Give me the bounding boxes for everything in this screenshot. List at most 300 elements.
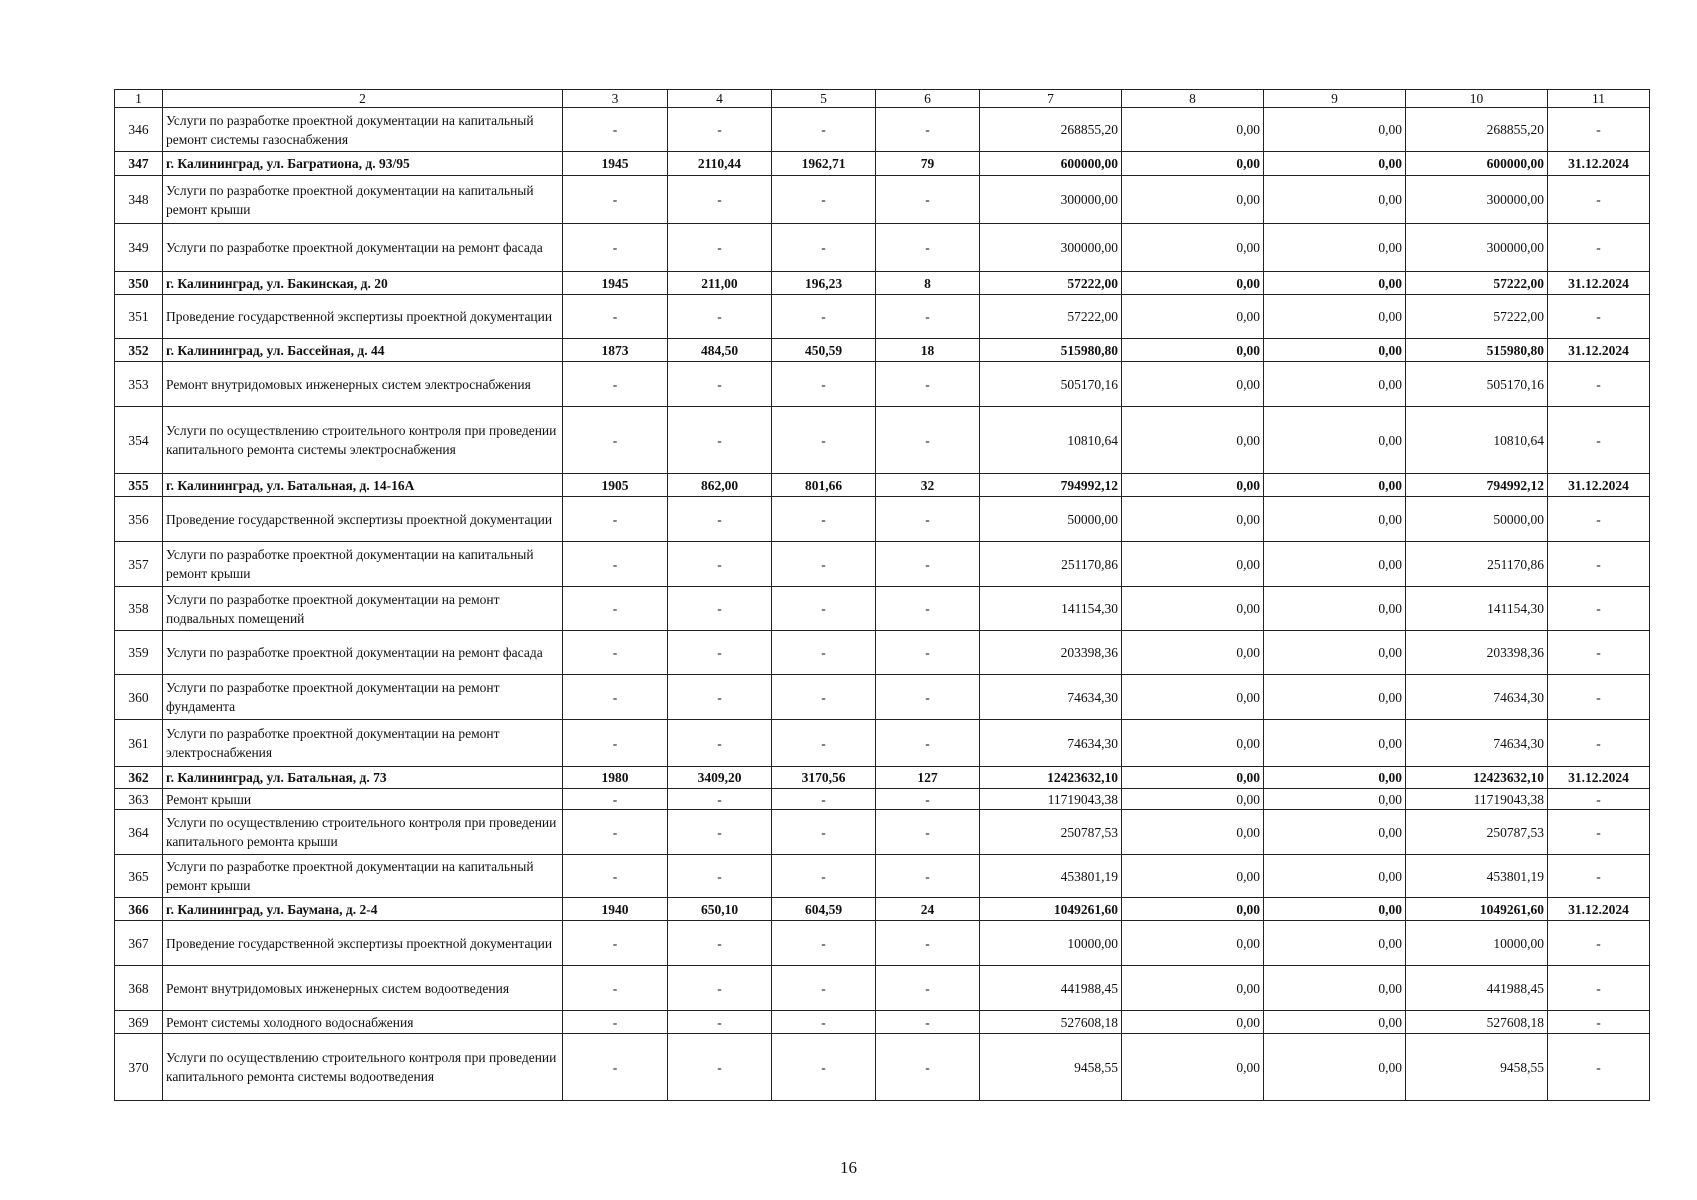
program-table: [114, 89, 1650, 1101]
col8-cell: 0,00: [1122, 339, 1264, 362]
col9-cell: 0,00: [1264, 966, 1406, 1011]
col9-cell: 0,00: [1264, 767, 1406, 789]
column-number: 3: [563, 90, 668, 108]
item-name: Услуги по осуществлению строительного контроля при проведении капитального ремонта крыши: [163, 810, 563, 855]
year-cell: -: [563, 108, 668, 152]
col4-cell: -: [668, 675, 772, 720]
column-number: 4: [668, 90, 772, 108]
col8-cell: 0,00: [1122, 587, 1264, 631]
column-number: 6: [876, 90, 980, 108]
row-number: 365: [115, 855, 163, 898]
year-cell: -: [563, 675, 668, 720]
col9-cell: 0,00: [1264, 295, 1406, 339]
col4-cell: -: [668, 1011, 772, 1034]
work-row: [115, 108, 1650, 152]
deadline-cell: -: [1548, 362, 1650, 407]
deadline-cell: -: [1548, 720, 1650, 767]
col9-cell: 0,00: [1264, 474, 1406, 497]
col8-cell: 0,00: [1122, 810, 1264, 855]
column-number: 8: [1122, 90, 1264, 108]
col8-cell: 0,00: [1122, 631, 1264, 675]
column-number: 2: [163, 90, 563, 108]
col4-cell: -: [668, 631, 772, 675]
item-name: Услуги по разработке проектной документации на капитальный ремонт системы газоснабжения: [163, 108, 563, 152]
address-row: [115, 474, 1650, 497]
fund-cell: 527608,18: [1406, 1011, 1548, 1034]
total-cost-cell: 1049261,60: [980, 898, 1122, 921]
row-number: 355: [115, 474, 163, 497]
deadline-cell: 31.12.2024: [1548, 767, 1650, 789]
total-cost-cell: 505170,16: [980, 362, 1122, 407]
work-row: [115, 966, 1650, 1011]
col4-cell: -: [668, 542, 772, 587]
column-number-row: [115, 90, 1650, 108]
col6-cell: -: [876, 295, 980, 339]
col5-cell: -: [772, 1011, 876, 1034]
row-number: 370: [115, 1034, 163, 1101]
work-row: [115, 789, 1650, 810]
item-name: г. Калининград, ул. Баумана, д. 2-4: [163, 898, 563, 921]
col5-cell: -: [772, 631, 876, 675]
item-name: Услуги по осуществлению строительного контроля при проведении капитального ремонта системы водоотведения: [163, 1034, 563, 1101]
total-cost-cell: 300000,00: [980, 224, 1122, 272]
col9-cell: 0,00: [1264, 810, 1406, 855]
col9-cell: 0,00: [1264, 152, 1406, 176]
total-cost-cell: 57222,00: [980, 272, 1122, 295]
work-row: [115, 587, 1650, 631]
year-cell: -: [563, 224, 668, 272]
col9-cell: 0,00: [1264, 339, 1406, 362]
row-number: 349: [115, 224, 163, 272]
col4-cell: 2110,44: [668, 152, 772, 176]
fund-cell: 74634,30: [1406, 720, 1548, 767]
col6-cell: -: [876, 542, 980, 587]
year-cell: 1905: [563, 474, 668, 497]
total-cost-cell: 527608,18: [980, 1011, 1122, 1034]
total-cost-cell: 300000,00: [980, 176, 1122, 224]
col9-cell: 0,00: [1264, 789, 1406, 810]
col4-cell: -: [668, 810, 772, 855]
col4-cell: 211,00: [668, 272, 772, 295]
col6-cell: -: [876, 362, 980, 407]
col5-cell: 604,59: [772, 898, 876, 921]
column-number: 11: [1548, 90, 1650, 108]
row-number: 356: [115, 497, 163, 542]
col5-cell: -: [772, 362, 876, 407]
col4-cell: -: [668, 176, 772, 224]
year-cell: -: [563, 1034, 668, 1101]
col8-cell: 0,00: [1122, 1011, 1264, 1034]
year-cell: -: [563, 921, 668, 966]
year-cell: -: [563, 176, 668, 224]
work-row: [115, 810, 1650, 855]
row-number: 368: [115, 966, 163, 1011]
fund-cell: 50000,00: [1406, 497, 1548, 542]
col4-cell: -: [668, 966, 772, 1011]
fund-cell: 300000,00: [1406, 224, 1548, 272]
row-number: 348: [115, 176, 163, 224]
col5-cell: -: [772, 587, 876, 631]
year-cell: -: [563, 407, 668, 474]
col8-cell: 0,00: [1122, 921, 1264, 966]
col8-cell: 0,00: [1122, 474, 1264, 497]
total-cost-cell: 794992,12: [980, 474, 1122, 497]
col4-cell: 650,10: [668, 898, 772, 921]
item-name: Услуги по разработке проектной документации на ремонт подвальных помещений: [163, 587, 563, 631]
work-row: [115, 675, 1650, 720]
work-row: [115, 542, 1650, 587]
col9-cell: 0,00: [1264, 1011, 1406, 1034]
col6-cell: -: [876, 720, 980, 767]
col6-cell: -: [876, 675, 980, 720]
fund-cell: 10810,64: [1406, 407, 1548, 474]
col8-cell: 0,00: [1122, 898, 1264, 921]
address-row: [115, 898, 1650, 921]
row-number: 354: [115, 407, 163, 474]
total-cost-cell: 250787,53: [980, 810, 1122, 855]
item-name: Ремонт крыши: [163, 789, 563, 810]
col4-cell: -: [668, 587, 772, 631]
year-cell: 1980: [563, 767, 668, 789]
deadline-cell: -: [1548, 921, 1650, 966]
col5-cell: 801,66: [772, 474, 876, 497]
col6-cell: 18: [876, 339, 980, 362]
col9-cell: 0,00: [1264, 587, 1406, 631]
deadline-cell: -: [1548, 1011, 1650, 1034]
col8-cell: 0,00: [1122, 966, 1264, 1011]
col9-cell: 0,00: [1264, 497, 1406, 542]
col6-cell: -: [876, 631, 980, 675]
fund-cell: 250787,53: [1406, 810, 1548, 855]
year-cell: -: [563, 720, 668, 767]
year-cell: 1940: [563, 898, 668, 921]
total-cost-cell: 251170,86: [980, 542, 1122, 587]
total-cost-cell: 11719043,38: [980, 789, 1122, 810]
total-cost-cell: 203398,36: [980, 631, 1122, 675]
item-name: Услуги по разработке проектной документации на капитальный ремонт крыши: [163, 542, 563, 587]
fund-cell: 505170,16: [1406, 362, 1548, 407]
col9-cell: 0,00: [1264, 921, 1406, 966]
col6-cell: -: [876, 497, 980, 542]
item-name: Услуги по разработке проектной документации на ремонт фундамента: [163, 675, 563, 720]
year-cell: -: [563, 587, 668, 631]
col4-cell: 3409,20: [668, 767, 772, 789]
item-name: Проведение государственной экспертизы проектной документации: [163, 921, 563, 966]
year-cell: 1873: [563, 339, 668, 362]
total-cost-cell: 515980,80: [980, 339, 1122, 362]
fund-cell: 268855,20: [1406, 108, 1548, 152]
fund-cell: 11719043,38: [1406, 789, 1548, 810]
row-number: 369: [115, 1011, 163, 1034]
year-cell: -: [563, 966, 668, 1011]
col6-cell: 127: [876, 767, 980, 789]
col5-cell: -: [772, 407, 876, 474]
col6-cell: -: [876, 587, 980, 631]
total-cost-cell: 441988,45: [980, 966, 1122, 1011]
col5-cell: -: [772, 675, 876, 720]
col6-cell: -: [876, 224, 980, 272]
work-row: [115, 855, 1650, 898]
col6-cell: -: [876, 1011, 980, 1034]
deadline-cell: -: [1548, 224, 1650, 272]
fund-cell: 9458,55: [1406, 1034, 1548, 1101]
row-number: 352: [115, 339, 163, 362]
item-name: Ремонт системы холодного водоснабжения: [163, 1011, 563, 1034]
column-number: 1: [115, 90, 163, 108]
col5-cell: -: [772, 542, 876, 587]
fund-cell: 251170,86: [1406, 542, 1548, 587]
col6-cell: 32: [876, 474, 980, 497]
col8-cell: 0,00: [1122, 176, 1264, 224]
col8-cell: 0,00: [1122, 855, 1264, 898]
col5-cell: -: [772, 720, 876, 767]
item-name: Ремонт внутридомовых инженерных систем электроснабжения: [163, 362, 563, 407]
col6-cell: -: [876, 108, 980, 152]
row-number: 360: [115, 675, 163, 720]
col8-cell: 0,00: [1122, 767, 1264, 789]
work-row: [115, 1011, 1650, 1034]
col8-cell: 0,00: [1122, 1034, 1264, 1101]
col8-cell: 0,00: [1122, 224, 1264, 272]
col6-cell: -: [876, 789, 980, 810]
fund-cell: 515980,80: [1406, 339, 1548, 362]
year-cell: -: [563, 362, 668, 407]
year-cell: -: [563, 295, 668, 339]
col6-cell: -: [876, 921, 980, 966]
deadline-cell: 31.12.2024: [1548, 152, 1650, 176]
col6-cell: -: [876, 176, 980, 224]
col5-cell: -: [772, 176, 876, 224]
col5-cell: -: [772, 966, 876, 1011]
work-row: [115, 497, 1650, 542]
col6-cell: -: [876, 407, 980, 474]
col9-cell: 0,00: [1264, 542, 1406, 587]
deadline-cell: -: [1548, 966, 1650, 1011]
item-name: г. Калининград, ул. Багратиона, д. 93/95: [163, 152, 563, 176]
column-number: 5: [772, 90, 876, 108]
fund-cell: 57222,00: [1406, 272, 1548, 295]
col4-cell: 484,50: [668, 339, 772, 362]
col4-cell: -: [668, 362, 772, 407]
row-number: 353: [115, 362, 163, 407]
col8-cell: 0,00: [1122, 272, 1264, 295]
col5-cell: -: [772, 810, 876, 855]
deadline-cell: 31.12.2024: [1548, 474, 1650, 497]
col5-cell: -: [772, 921, 876, 966]
col9-cell: 0,00: [1264, 407, 1406, 474]
address-row: [115, 152, 1650, 176]
year-cell: 1945: [563, 272, 668, 295]
col9-cell: 0,00: [1264, 631, 1406, 675]
item-name: Услуги по разработке проектной документации на ремонт фасада: [163, 631, 563, 675]
total-cost-cell: 74634,30: [980, 675, 1122, 720]
column-number: 9: [1264, 90, 1406, 108]
row-number: 364: [115, 810, 163, 855]
col4-cell: 862,00: [668, 474, 772, 497]
deadline-cell: 31.12.2024: [1548, 339, 1650, 362]
col8-cell: 0,00: [1122, 362, 1264, 407]
item-name: г. Калининград, ул. Бакинская, д. 20: [163, 272, 563, 295]
fund-cell: 300000,00: [1406, 176, 1548, 224]
col9-cell: 0,00: [1264, 1034, 1406, 1101]
item-name: Услуги по разработке проектной документации на ремонт фасада: [163, 224, 563, 272]
col5-cell: 196,23: [772, 272, 876, 295]
deadline-cell: -: [1548, 631, 1650, 675]
row-number: 363: [115, 789, 163, 810]
year-cell: -: [563, 1011, 668, 1034]
work-row: [115, 295, 1650, 339]
col5-cell: 1962,71: [772, 152, 876, 176]
table-body: [115, 90, 1650, 1101]
fund-cell: 57222,00: [1406, 295, 1548, 339]
col9-cell: 0,00: [1264, 108, 1406, 152]
row-number: 357: [115, 542, 163, 587]
address-row: [115, 767, 1650, 789]
col5-cell: 3170,56: [772, 767, 876, 789]
row-number: 351: [115, 295, 163, 339]
work-row: [115, 224, 1650, 272]
row-number: 358: [115, 587, 163, 631]
item-name: г. Калининград, ул. Батальная, д. 14-16А: [163, 474, 563, 497]
col6-cell: 24: [876, 898, 980, 921]
column-number: 7: [980, 90, 1122, 108]
item-name: г. Калининград, ул. Бассейная, д. 44: [163, 339, 563, 362]
col8-cell: 0,00: [1122, 152, 1264, 176]
col8-cell: 0,00: [1122, 407, 1264, 474]
work-row: [115, 176, 1650, 224]
col4-cell: -: [668, 497, 772, 542]
col5-cell: -: [772, 789, 876, 810]
deadline-cell: -: [1548, 675, 1650, 720]
col9-cell: 0,00: [1264, 675, 1406, 720]
col6-cell: 8: [876, 272, 980, 295]
col9-cell: 0,00: [1264, 362, 1406, 407]
row-number: 367: [115, 921, 163, 966]
deadline-cell: -: [1548, 587, 1650, 631]
col4-cell: -: [668, 407, 772, 474]
address-row: [115, 339, 1650, 362]
col6-cell: -: [876, 810, 980, 855]
row-number: 362: [115, 767, 163, 789]
fund-cell: 141154,30: [1406, 587, 1548, 631]
work-row: [115, 362, 1650, 407]
total-cost-cell: 141154,30: [980, 587, 1122, 631]
work-row: [115, 1034, 1650, 1101]
col5-cell: -: [772, 497, 876, 542]
fund-cell: 600000,00: [1406, 152, 1548, 176]
item-name: Услуги по разработке проектной документации на капитальный ремонт крыши: [163, 176, 563, 224]
fund-cell: 794992,12: [1406, 474, 1548, 497]
col6-cell: -: [876, 966, 980, 1011]
row-number: 359: [115, 631, 163, 675]
col9-cell: 0,00: [1264, 224, 1406, 272]
fund-cell: 203398,36: [1406, 631, 1548, 675]
col9-cell: 0,00: [1264, 720, 1406, 767]
col5-cell: -: [772, 1034, 876, 1101]
deadline-cell: -: [1548, 176, 1650, 224]
deadline-cell: -: [1548, 810, 1650, 855]
col9-cell: 0,00: [1264, 272, 1406, 295]
fund-cell: 1049261,60: [1406, 898, 1548, 921]
col6-cell: -: [876, 855, 980, 898]
fund-cell: 10000,00: [1406, 921, 1548, 966]
col5-cell: -: [772, 295, 876, 339]
year-cell: -: [563, 810, 668, 855]
work-row: [115, 631, 1650, 675]
deadline-cell: -: [1548, 497, 1650, 542]
total-cost-cell: 50000,00: [980, 497, 1122, 542]
year-cell: -: [563, 497, 668, 542]
deadline-cell: -: [1548, 295, 1650, 339]
col5-cell: 450,59: [772, 339, 876, 362]
page-number: 16: [840, 1158, 857, 1177]
col5-cell: -: [772, 224, 876, 272]
work-row: [115, 720, 1650, 767]
col8-cell: 0,00: [1122, 720, 1264, 767]
col4-cell: -: [668, 720, 772, 767]
item-name: Проведение государственной экспертизы проектной документации: [163, 497, 563, 542]
item-name: Услуги по разработке проектной документации на ремонт электроснабжения: [163, 720, 563, 767]
col6-cell: -: [876, 1034, 980, 1101]
item-name: Услуги по разработке проектной документации на капитальный ремонт крыши: [163, 855, 563, 898]
total-cost-cell: 453801,19: [980, 855, 1122, 898]
total-cost-cell: 12423632,10: [980, 767, 1122, 789]
total-cost-cell: 57222,00: [980, 295, 1122, 339]
col5-cell: -: [772, 855, 876, 898]
col9-cell: 0,00: [1264, 898, 1406, 921]
work-row: [115, 407, 1650, 474]
row-number: 361: [115, 720, 163, 767]
col8-cell: 0,00: [1122, 542, 1264, 587]
col5-cell: -: [772, 108, 876, 152]
fund-cell: 441988,45: [1406, 966, 1548, 1011]
year-cell: -: [563, 855, 668, 898]
fund-cell: 453801,19: [1406, 855, 1548, 898]
col4-cell: -: [668, 108, 772, 152]
fund-cell: 74634,30: [1406, 675, 1548, 720]
row-number: 366: [115, 898, 163, 921]
col4-cell: -: [668, 789, 772, 810]
col8-cell: 0,00: [1122, 497, 1264, 542]
total-cost-cell: 268855,20: [980, 108, 1122, 152]
total-cost-cell: 10000,00: [980, 921, 1122, 966]
deadline-cell: -: [1548, 407, 1650, 474]
deadline-cell: 31.12.2024: [1548, 272, 1650, 295]
total-cost-cell: 9458,55: [980, 1034, 1122, 1101]
deadline-cell: -: [1548, 542, 1650, 587]
col4-cell: -: [668, 224, 772, 272]
col9-cell: 0,00: [1264, 176, 1406, 224]
col9-cell: 0,00: [1264, 855, 1406, 898]
year-cell: -: [563, 789, 668, 810]
col8-cell: 0,00: [1122, 675, 1264, 720]
total-cost-cell: 74634,30: [980, 720, 1122, 767]
item-name: Услуги по осуществлению строительного контроля при проведении капитального ремонта системы электроснабжения: [163, 407, 563, 474]
address-row: [115, 272, 1650, 295]
column-number: 10: [1406, 90, 1548, 108]
col8-cell: 0,00: [1122, 295, 1264, 339]
item-name: г. Калининград, ул. Батальная, д. 73: [163, 767, 563, 789]
col8-cell: 0,00: [1122, 789, 1264, 810]
col4-cell: -: [668, 921, 772, 966]
work-row: [115, 921, 1650, 966]
col8-cell: 0,00: [1122, 108, 1264, 152]
row-number: 350: [115, 272, 163, 295]
col4-cell: -: [668, 1034, 772, 1101]
deadline-cell: 31.12.2024: [1548, 898, 1650, 921]
year-cell: 1945: [563, 152, 668, 176]
col4-cell: -: [668, 295, 772, 339]
